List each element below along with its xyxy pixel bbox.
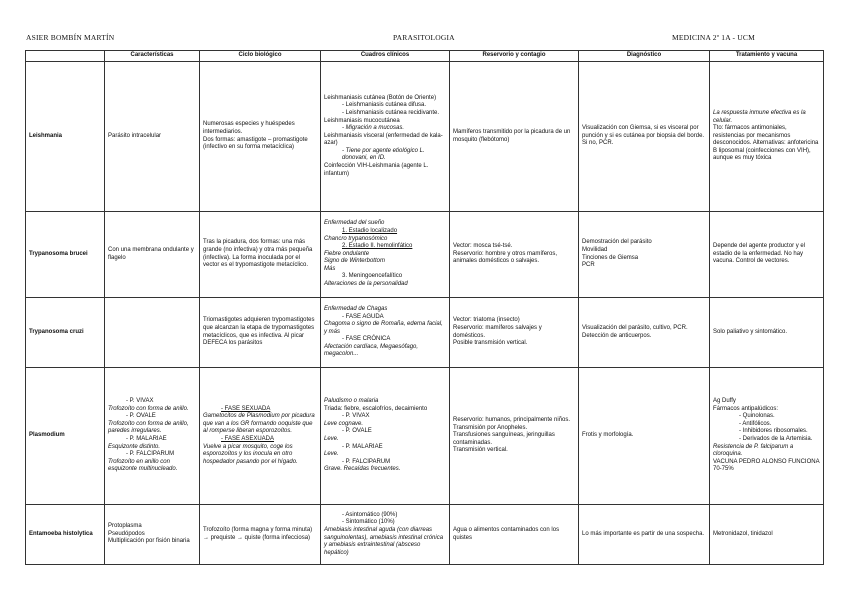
cell-caracteristicas: Con una membrana ondulante y flagelo: [105, 212, 200, 298]
cell-caracteristicas: Protoplasma Pseudópodos Multiplicación por fisión binaria: [105, 505, 200, 565]
cell-ciclo: Triomastigotes adquieren trypomastigotes que alcanzan la etapa de trypomastigotes metacíclicos, que es infectiva. Al picar DEFECA los parásitos: [200, 298, 321, 368]
header-subject: PARASITOLOGIA: [393, 33, 455, 42]
parasite-name: Leishmania: [26, 62, 105, 212]
header-course: MEDICINA 2º 1A - UCM: [672, 33, 755, 42]
cell-ciclo: Tras la picadura, dos formas: una más grande (no infectiva) y otra más pequeña (infectiva). La forma inoculada por el vector es el trypomastigote metacíclico.: [200, 212, 321, 298]
cell-diagnostico: Visualización del parásito, cultivo, PCR. Detección de anticuerpos.: [579, 298, 710, 368]
cell-reservorio: Vector: mosca tsé-tsé. Reservorio: hombre y otros mamíferos, animales domésticos o salvajes.: [450, 212, 579, 298]
cell-caracteristicas: Parásito intracelular: [105, 62, 200, 212]
parasite-name: Entamoeba histolytica: [26, 505, 105, 565]
column-header: Características: [105, 51, 200, 62]
cell-reservorio: Vector: triatoma (insecto) Reservorio: mamíferos salvajes y domésticos. Posible transmisión vertical.: [450, 298, 579, 368]
cell-clinicos: Leishmaniasis cutánea (Botón de Oriente) - Leishmaniasis cutánea difusa. - Leishmaniasis cutánea recidivante. Leishmaniasis mucocutánea - Migración a mucosas. Leishmaniasis visceral (enfermedad de kala-azar) - Tiene por agente etiológico L. donovani, en ID. Coinfección VIH-Leishmania (agente L. infantum): [321, 62, 450, 212]
parasite-name: Trypanosoma cruzi: [26, 298, 105, 368]
table-header-row: [26, 51, 824, 62]
table-row: [26, 505, 824, 565]
cell-caracteristicas: [105, 298, 200, 368]
header-author: ASIER BOMBÍN MARTÍN: [26, 33, 115, 42]
cell-diagnostico: Visualización con Giemsa, si es visceral por punción y si es cutánea por biopsia del borde. Si no, PCR.: [579, 62, 710, 212]
column-header: Tratamiento y vacuna: [710, 51, 824, 62]
cell-ciclo: Trofozoíto (forma magna y forma minuta) → prequiste → quiste (forma infecciosa): [200, 505, 321, 565]
cell-tratamiento: Solo paliativo y sintomático.: [710, 298, 824, 368]
table-row: [26, 298, 824, 368]
parasite-name: Plasmodium: [26, 368, 105, 505]
cell-clinicos: Enfermedad de Chagas - FASE AGUDA Chagoma o signo de Romaña, edema facial, y más - FASE CRÓNICA Afectación cardíaca, Megaesófago, megacolon...: [321, 298, 450, 368]
table-row: [26, 62, 824, 212]
cell-tratamiento: La respuesta inmune efectiva es la celular. Tto: fármacos antimoniales, resistencias por mecanismos desconocidos. Alternativas: anfotericina B liposomal (coinfecciones con VIH), aunque es muy tóxica: [710, 62, 824, 212]
cell-diagnostico: Demostración del parásito Movilidad Tinciones de Giemsa PCR: [579, 212, 710, 298]
cell-reservorio: Agua o alimentos contaminados con los quistes: [450, 505, 579, 565]
cell-diagnostico: Lo más importante es partir de una sospecha.: [579, 505, 710, 565]
cell-tratamiento: Metronidazol, tinidazol: [710, 505, 824, 565]
parasitology-table: [25, 50, 824, 565]
cell-diagnostico: Frotis y morfología.: [579, 368, 710, 505]
cell-reservorio: Mamíferos transmitido por la picadura de un mosquito (flebótomo): [450, 62, 579, 212]
cell-tratamiento: Ag Duffy Fármacos antipalúdicos: - Quinolonas. - Antifólicos. - Inhibidores ribosomales. - Derivados de la Artemisia. Resistencia de P. falciparum a cloroquina. VACUNA PEDRO ALONSO FUNCIONA 70-75%: [710, 368, 824, 505]
cell-caracteristicas: - P. VIVAX Trofozoíto con forma de anillo. - P. OVALE Trofozoíto con forma de anillo, paredes irregulares. - P. MALARIAE Esquizonte distinto. - P. FALCIPARUM Trofozoíto en anillo con esquizonte multinucleado.: [105, 368, 200, 505]
cell-clinicos: - Asintomático (90%) - Sintomático (10%) Amebiasis intestinal aguda (con diarreas sanguinolentas), amebiasis intestinal crónica y amebiasis extraintestinal (absceso hepático): [321, 505, 450, 565]
column-header: Ciclo biológico: [200, 51, 321, 62]
table-row: [26, 368, 824, 505]
table-row: [26, 212, 824, 298]
column-header: Reservorio y contagio: [450, 51, 579, 62]
cell-ciclo: - FASE SEXUADA Gametocitos de Plasmodium por picadura que van a los GR formando ooquiste que al romperse liberan esporozoítos. - FASE ASEXUADA Vuelve a picar mosquito, coge los esporozoítos y los inocula en otro hospedador pasando por el hígado.: [200, 368, 321, 505]
cell-tratamiento: Depende del agente productor y el estadio de la enfermedad. No hay vacuna. Control de vectores.: [710, 212, 824, 298]
cell-clinicos: Enfermedad del sueño 1. Estadio localizado Chancro trypanosómico 2. Estadio II. hemolinfático Fiebre ondulante Signo de Winterbottom Más 3. Meningoencefalítico Alteraciones de la personalidad: [321, 212, 450, 298]
cell-reservorio: Reservorio: humanos, principalmente niños. Transmisión por Anopheles. Transfusiones sanguíneas, jeringuillas contaminadas. Transmisión vertical.: [450, 368, 579, 505]
column-header: Diagnóstico: [579, 51, 710, 62]
parasite-name: Trypanosoma brucei: [26, 212, 105, 298]
cell-clinicos: Paludismo o malaria Triada: fiebre, escalofríos, decaimiento - P. VIVAX Leve cognave. - P. OVALE Leve. - P. MALARIAE Leve. - P. FALCIPARUM Grave. Recaídas frecuentes.: [321, 368, 450, 505]
column-header: Cuadros clínicos: [321, 51, 450, 62]
cell-ciclo: Numerosas especies y huéspedes intermediarios. Dos formas: amastigote – promastigote (infectivo en su forma metacíclica): [200, 62, 321, 212]
column-header: [26, 51, 105, 62]
